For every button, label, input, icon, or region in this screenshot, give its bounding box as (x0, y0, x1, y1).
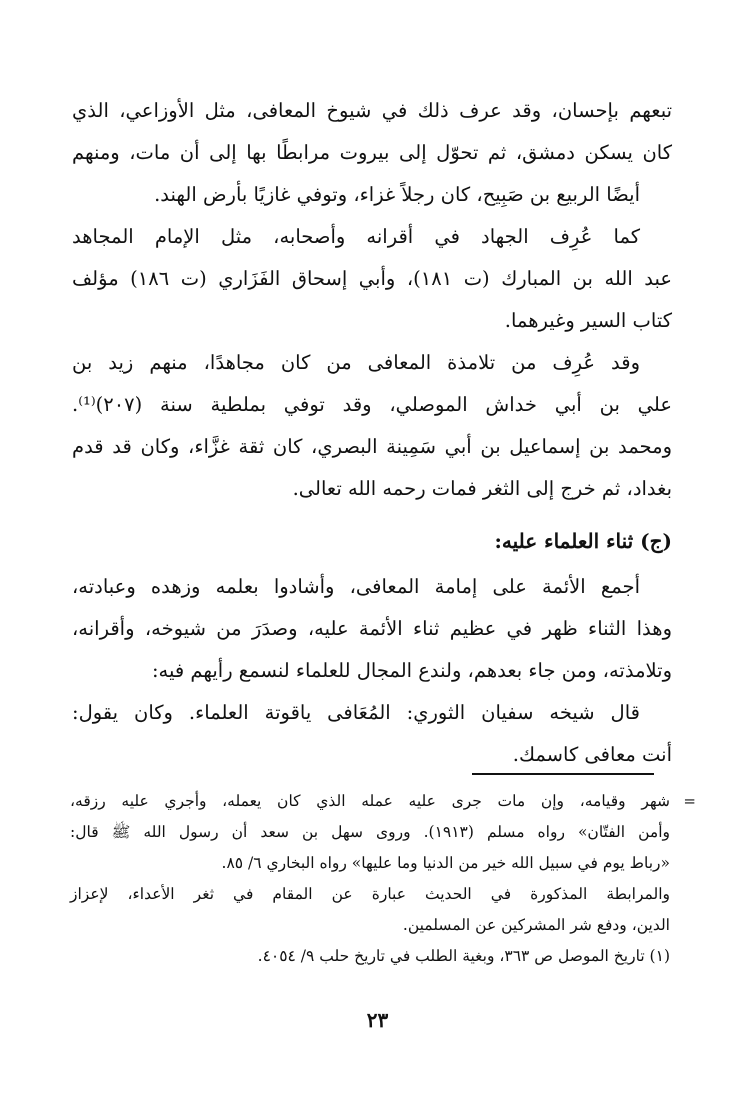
paragraph-4 (72, 566, 672, 692)
footnote-1: (١) تاريخ الموصل ص ٣٦٣، وبغية الطلب في تاريخ حلب ٩/ ٤٠٥٤. (257, 947, 670, 965)
footnote-separator (472, 773, 654, 775)
text-line: علي بن أبي خداش الموصلي، وقد توفي بملطية سنة (٢٠٧)⁽¹⁾. (72, 393, 672, 416)
section-heading: (ج) ثناء العلماء عليه: (494, 529, 672, 553)
footnote-line: الدين، ودفع شر المشركين عن المسلمين. (402, 916, 670, 934)
text-line: وتلامذته، ومن جاء بعدهم، ولندع المجال للعلماء لنسمع رأيهم فيه: (151, 659, 672, 682)
paragraph-2 (72, 216, 672, 342)
text-line: قال شيخه سفيان الثوري: المُعَافى ياقوتة العلماء. وكان يقول: (72, 701, 640, 724)
paragraph-1 (72, 90, 672, 216)
text-line: أنت معافى كاسمك. (512, 743, 672, 766)
text-line: كتاب السير وغيرهما. (504, 309, 672, 332)
text-line: تبعهم بإحسان، وقد عرف ذلك في شيوخ المعافى، مثل الأوزاعي، الذي (72, 99, 672, 122)
footnotes (70, 786, 696, 972)
paragraph-5 (72, 692, 672, 776)
main-text (72, 90, 672, 776)
text-line: أيضًا الربيع بن صَبِيح، كان رجلاً غزاء، وتوفي غازيًا بأرض الهند. (154, 183, 640, 206)
page-number: ٢٣ (366, 1008, 389, 1032)
continuation-mark: = (683, 792, 696, 810)
text-line: ومحمد بن إسماعيل بن أبي سَمِينة البصري، كان ثقة غزَّاء، وكان قد قدم (72, 435, 672, 458)
text-line: وهذا الثناء ظهر في عظيم ثناء الأئمة عليه، وصدَرَ من شيوخه، وأقرانه، (72, 617, 672, 640)
text-line: عبد الله بن المبارك (ت ١٨١)، وأبي إسحاق الفَزَاري (ت ١٨٦) مؤلف (72, 267, 673, 290)
footnote-line: شهر وقيامه، وإن مات جرى عليه عمله الذي كان يعمله، وأجري عليه رزقه، (70, 792, 670, 810)
text-line: كما عُرِف الجهاد في أقرانه وأصحابه، مثل الإمام المجاهد (72, 225, 640, 248)
text-line: كان يسكن دمشق، ثم تحوّل إلى بيروت مرابطًا بها إلى أن مات، ومنهم (72, 141, 672, 164)
text-line: بغداد، ثم خرج إلى الثغر فمات رحمه الله تعالى. (292, 477, 672, 500)
footnote-line: والمرابطة المذكورة في الحديث عبارة عن المقام في ثغر الأعداء، لإعزاز (70, 885, 670, 903)
footnote-line: «رباط يوم في سبيل الله خير من الدنيا وما عليها» رواه البخاري ٦/ ٨٥. (221, 854, 670, 872)
text-line: أجمع الأئمة على إمامة المعافى، وأشادوا بعلمه وزهده وعبادته، (72, 575, 640, 598)
footnote-line: وأمن الفتّان» رواه مسلم (١٩١٣). وروى سهل بن سعد أن رسول الله ﷺ قال: (70, 823, 670, 841)
text-line: وقد عُرِف من تلامذة المعافى من كان مجاهدًا، منهم زيد بن (72, 351, 640, 374)
paragraph-3 (72, 342, 672, 510)
